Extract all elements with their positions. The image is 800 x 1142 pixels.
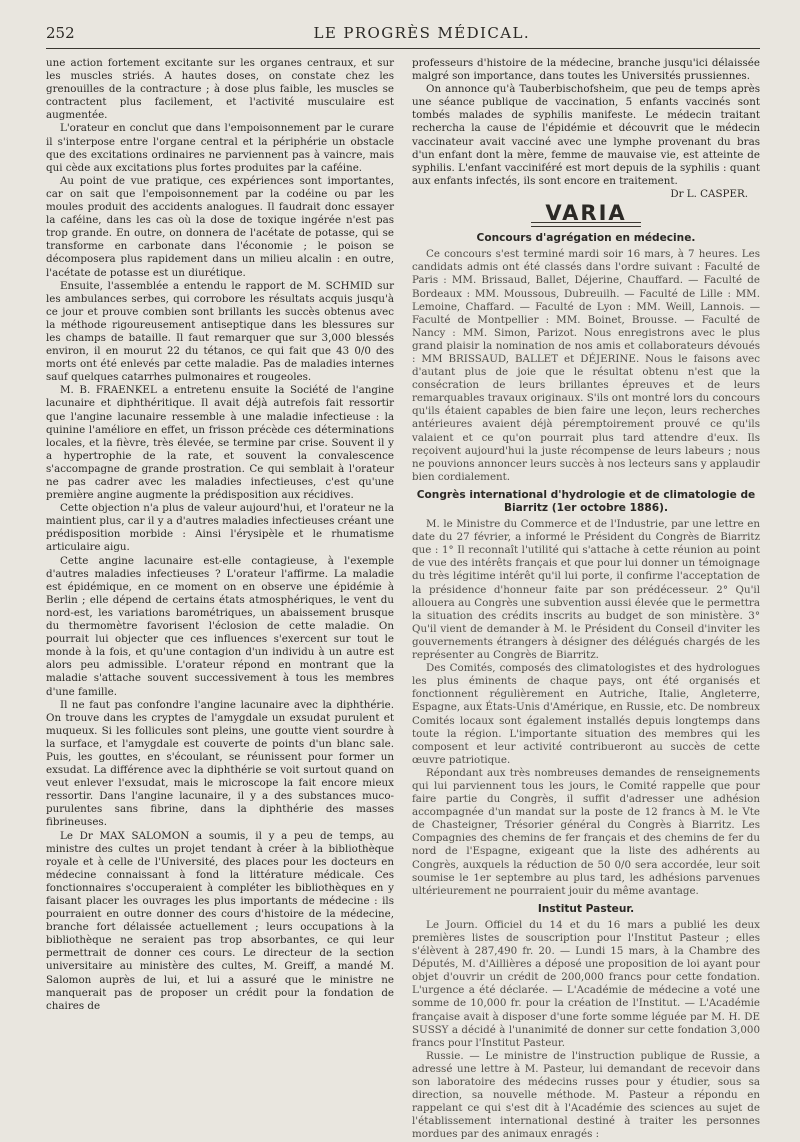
paragraph: Au point de vue pratique, ces expériences sont importantes, car on sait que l'empoisonnement par la codéine ou par les moules produit des accidents analogues. Il faudrait donc essayer la caféine, dans les cas où la dose de toxique ingérée n'est pas trop grande. En outre, on donnera de l'acétate de potasse, qui se transforme en carbonate dans l'économie ; le poison se décomposera plus rapidement dans un milieu alcalin : en outre, l'acétate de potasse est un diurétique. [46,174,394,279]
paragraph: Le Dr MAX SALOMON a soumis, il y a peu de temps, au ministre des cultes un projet tendant à créer à la bibliothèque royale et à celle de l'Université, des places pour les docteurs en médecine connaissant à fond la littérature médicale. Ces fonctionnaires s'occuperaient à compléter les bibliothèques en y faisant placer les ouvrages les plus importants de médecine : ils pourraient en outre donner des cours d'histoire de la médecine, branche fort délaissée actuellement ; leurs occupations à la bibliothèque ne seraient pas trop absorbantes, ce qui leur permettrait de donner ces cours. Le directeur de la section universitaire au ministère des cultes, M. Greiff, a mandé M. Salomon auprès de lui, et lui a assuré que le ministre ne manquerait pas de proposer un crédit pour la fondation de chaires de [46,829,394,1012]
section-title-concours: Concours d'agrégation en médecine. [476,232,696,245]
paragraph: Cette objection n'a plus de valeur aujourd'hui, et l'orateur ne la maintient plus, car il y a d'autres maladies infectieuses créant une prédisposition morbide : Ainsi l'érysipèle et le rhumatisme articulaire aigu. [46,502,394,554]
varia-heading: VARIA [545,201,627,226]
section-title-pasteur: Institut Pasteur. [537,902,635,915]
paragraph: Cette angine lacunaire est-elle contagieuse, à l'exemple d'autres maladies infectieuses ? L'orateur l'affirme. La maladie est épidémique, en ce moment on en observe une épidémie à Berlin ; elle dépend de certains états atmosphériques, le vent du nord-est, les variations barométriques, un abaissement brusque du thermomètre favorisent l'éclosion de cette maladie. On pourrait lui objecter que ces influences s'exercent sur tout le monde à la fois, et qu'une contagion d'un individu à un autre est alors peu admissible. L'orateur répond en montrant que la maladie s'attache souvent successivement à tous les membres d'une famille. [46,554,394,698]
page-number: 252 [46,24,75,42]
paragraph: Russie. — Le ministre de l'instruction publique de Russie, a adressé une lettre à M. Pasteur, lui demandant de recevoir dans son laboratoire des médecins russes pour y étudier, sous sa direction, sa nouvelle méthode. M. Pasteur a répondu en rappelant ce qui s'est dit à l'Académie des sciences au sujet de l'établissement international destiné à traiter les personnes mordues par des animaux enragés : [412,1049,760,1141]
paragraph: Le Journ. Officiel du 14 et du 16 mars a publié les deux premières listes de souscription pour l'Institut Pasteur ; elles s'élèvent à 287,490 fr. 20. — Lundi 15 mars, à la Chambre des Députés, M. d'Aillières a déposé une proposition de loi ayant pour objet d'ouvrir un crédit de 200,000 francs pour cette fondation. L'urgence a été déclarée. — L'Académie de médecine a voté une somme de 10,000 fr. pour la création de l'Institut. — L'Académie française avait à disposer d'une forte somme léguée par M. H. DE SUSSY a décidé à l'unanimité de donner sur cette fondation 3,000 francs pour l'Institut Pasteur. [412,918,760,1049]
paragraph: Ensuite, l'assemblée a entendu le rapport de M. SCHMID sur les ambulances serbes, qui corrobore les résultats acquis jusqu'à ce jour et prouve combien sont brillants les succès obtenus avec la méthode rigoureusement antiseptique dans les blessures sur les champs de bataille. Il faut remarquer que sur 3,000 blessés environ, il en mourut 22 du tétanos, ce qui fait que 43 0/0 des morts ont été enlevés par cette maladie. Pas de maladies internes sauf quelques catarrhes pulmonaires et rougeoles. [46,279,394,384]
section-title-congres: Congrès international d'hydrologie et de climatologie de Biarritz (1er octobre 1886). [416,488,756,514]
left-column [46,57,394,1142]
paragraph: L'orateur en conclut que dans l'empoisonnement par le curare il s'interpose entre l'organe central et la périphérie un obstacle que des excitations ordinaires ne parviennent pas à vaincre, mais qui cède aux excitations plus fortes produites par la caféine. [46,122,394,174]
header-rule [46,48,760,49]
author-signature: Dr L. CASPER. [670,187,748,200]
journal-title: LE PROGRÈS MÉDICAL. [313,24,530,42]
paragraph: Ce concours s'est terminé mardi soir 16 mars, à 7 heures. Les candidats admis ont été classés dans l'ordre suivant : Faculté de Paris : MM. Brissaud, Ballet, Déjerine, Chauffard. — Faculté de Bordeaux : MM. Moussous, Dubreuilh. — Faculté de Lille : MM. Lemoine, Chaffard. — Faculté de Lyon : MM. Weill, Lannois. — Faculté de Montpellier : MM. Boinet, Brousse. — Faculté de Nancy : MM. Simon, Parizot. Nous enregistrons avec le plus grand plaisir la nomination de nos amis et collaborateurs dévoués : MM BRISSAUD, BALLET et DÉJERINE. Nous le faisons avec d'autant plus de joie que le résultat obtenu n'est que la consécration de leurs brillantes épreuves et de leurs remarquables travaux originaux. S'ils ont montré lors du concours qu'ils étaient capables de bien faire une leçon, leurs recherches antérieures avaient déjà péremptoirement prouvé ce qu'ils valaient et ce qu'on pourrait plus tard attendre d'eux. Ils reçoivent aujourd'hui la juste récompense de leurs labeurs ; nous ne pouvions annoncer leurs succès à nos lecteurs sans y applaudir bien cordialement. [412,248,760,483]
page-header [46,24,760,44]
paragraph: Répondant aux très nombreuses demandes de renseignements qui lui parviennent tous les jours, le Comité rappelle que pour faire partie du Congrès, il suffit d'adresser une adhésion accompagnée d'un mandat sur la poste de 12 francs à M. le Vte de Chasteigner, Trésorier général du Congrès à Biarritz. Les Compagnies des chemins de fer français et des chemins de fer du nord de l'Espagne, exigeant que la liste des adhérents au Congrès, auxquels la réduction de 50 0/0 sera accordée, leur soit soumise le 1er septembre au plus tard, les adhésions parvenues ultérieurement ne pourraient jouir du même avantage. [412,766,760,897]
paragraph: Il ne faut pas confondre l'angine lacunaire avec la diphthérie. On trouve dans les cryptes de l'amygdale un exsudat purulent et muqueux. Si les follicules sont pleins, une goutte vient sourdre à la surface, et l'amygdale est couverte de points d'un blanc sale. Puis, les gouttes, en s'écoulant, se réunissent pour former un exsudat. La différence avec la diphthérie se voit surtout quand on veut enlever l'exsudat, mais le microscope la fait encore mieux ressortir. Dans l'angine lacunaire, il y a des substances muco-purulentes sans fibrine, dans la diphthérie des masses fibrineuses. [46,698,394,829]
paragraph: professeurs d'histoire de la médecine, branche jusqu'ici délaissée malgré son importance, dans toutes les Universités prussiennes. [412,57,760,83]
paragraph: On annonce qu'à Tauberbischofsheim, que peu de temps après une séance publique de vaccination, 5 enfants vaccinés sont tombés malades de syphilis manifeste. Le médecin traitant rechercha la cause de l'épidémie et découvrit que le médecin vaccinateur avait vacciné avec une lymphe provenant du bras d'un enfant dont la mère, femme de mauvaise vie, est atteinte de syphilis. L'enfant vacciniféré est mort depuis de la syphilis : quant aux enfants infectés, ils sont encore en traitement. [412,83,760,187]
paragraph: M. B. FRAENKEL a entretenu ensuite la Société de l'angine lacunaire et diphthéritique. Il avait déjà autrefois fait ressortir que l'angine lacunaire ressemble à une maladie infectieuse : la quinine l'améliore en effet, un frisson précède ces déterminations locales, et la fièvre, très élevée, se termine par crise. Souvent il y a hypertrophie de la rate, et souvent la convalescence s'accompagne de grande prostration. Ce qui semblait à l'orateur ne pas cadrer avec les maladies infectieuses, c'est qu'une première angine augmente la prédisposition aux récidives. [46,384,394,502]
paragraph: une action fortement excitante sur les organes centraux, et sur les muscles striés. A hautes doses, on constate chez les grenouilles de la contracture ; à dose plus faible, les muscles se contractent plus facilement, et l'activité musculaire est augmentée. [46,57,394,122]
paragraph: M. le Ministre du Commerce et de l'Industrie, par une lettre en date du 27 février, a informé le Président du Congrès de Biarritz que : 1° Il reconnaît l'utilité qui s'attache à cette réunion au point de vue des intérêts français et que pour lui donner un témoignage du très légitime intérêt qu'il lui porte, il confirme l'acceptation de la présidence d'honneur faite par son prédécesseur. 2° Qu'il allouera au Congrès une subvention aussi élevée que le permettra la situation des crédits inscrits au budget de son ministère. 3° Qu'il vient de demander à M. le Président du Conseil d'inviter les gouvernements étrangers à désigner des délégués chargés de les représenter au Congrès de Biarritz. [412,518,760,662]
paragraph: Des Comités, composés des climatologistes et des hydrologues les plus éminents de chaque pays, ont été organisés et fonctionnent régulièrement en Autriche, Italie, Angleterre, Espagne, aux États-Unis d'Amérique, en Russie, etc. De nombreux Comités locaux sont également installés depuis longtemps dans toute la région. L'importante situation des membres qui les composent et leur activité contribueront au succès de cette œuvre patriotique. [412,662,760,766]
right-column [412,57,760,1142]
